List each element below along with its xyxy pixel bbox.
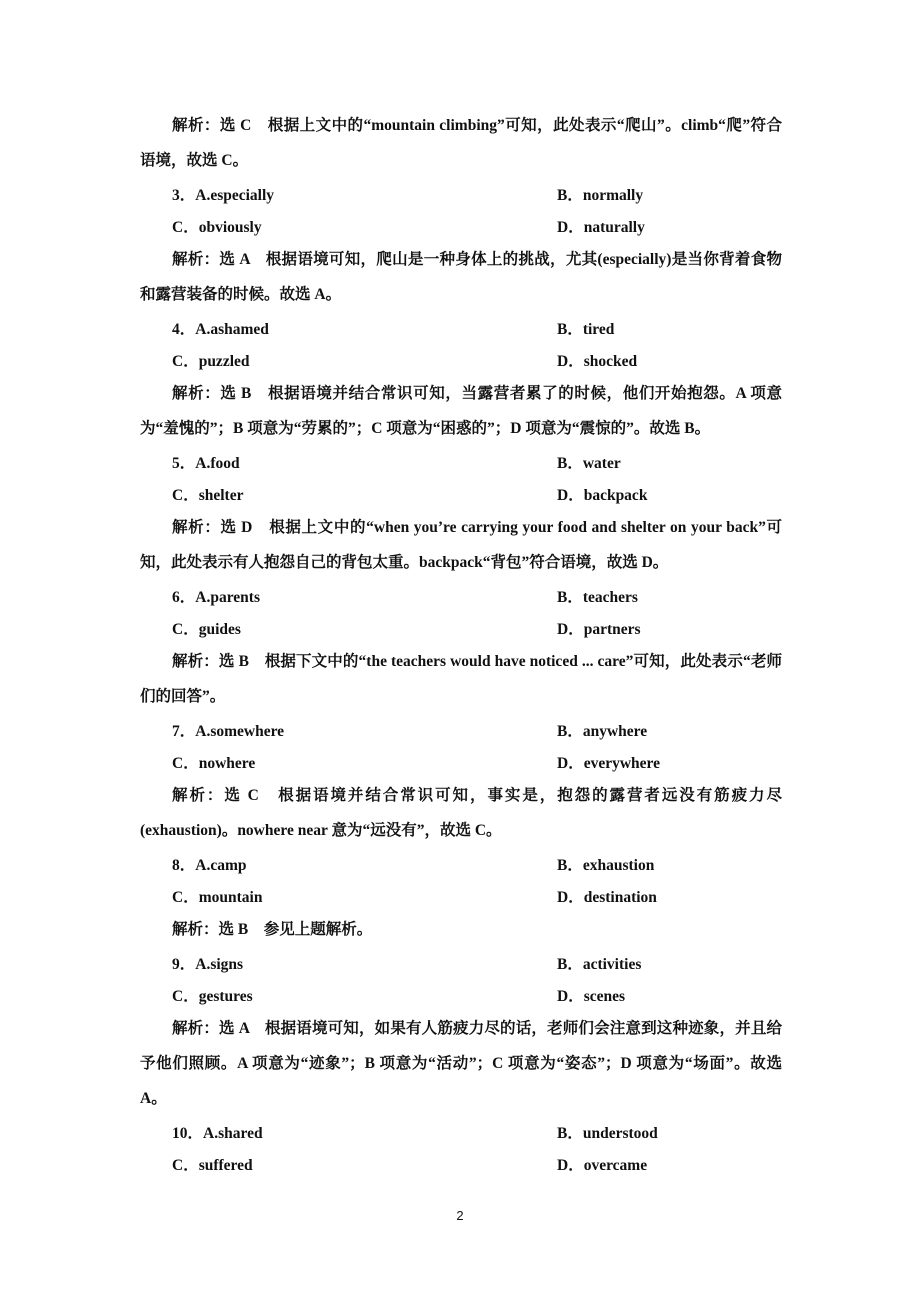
option-row xyxy=(140,178,782,210)
option-row xyxy=(140,848,782,880)
analysis-paragraph: 解析：选 B 根据下文中的“the teachers would have noticed ... care”可知，此处表示“老师们的回答”。 xyxy=(140,653,782,705)
option-row xyxy=(140,880,782,912)
option-c: C．obviously xyxy=(172,219,262,236)
option-b: B．understood xyxy=(557,1125,658,1142)
option-row xyxy=(140,312,782,344)
option-a: 7．A.somewhere xyxy=(172,723,285,740)
option-b: B．normally xyxy=(557,187,644,204)
option-d: D．overcame xyxy=(557,1157,648,1174)
option-d: D．destination xyxy=(557,889,657,906)
option-a: 6．A.parents xyxy=(172,589,260,606)
option-row xyxy=(140,1116,782,1148)
analysis-paragraph: 解析：选 B 根据语境并结合常识可知，当露营者累了的时候，他们开始抱怨。A 项意为“羞愧的”；B 项意为“劳累的”；C 项意为“困惑的”；D 项意为“震惊的”。故选 B。 xyxy=(140,385,782,437)
option-c: C．suffered xyxy=(172,1157,253,1174)
page-number: 2 xyxy=(456,1208,464,1223)
option-row xyxy=(140,210,782,242)
option-b: B．anywhere xyxy=(557,723,648,740)
option-a: 3．A.especially xyxy=(172,187,275,204)
option-row xyxy=(140,947,782,979)
document-body xyxy=(140,108,782,1180)
option-a: 10．A.shared xyxy=(172,1125,263,1142)
option-b: B．exhaustion xyxy=(557,857,655,874)
option-row xyxy=(140,344,782,376)
option-c: C．gestures xyxy=(172,988,253,1005)
analysis-paragraph: 解析：选 C 根据上文中的“mountain climbing”可知，此处表示“爬山”。climb“爬”符合语境，故选 C。 xyxy=(140,117,782,169)
analysis-paragraph: 解析：选 B 参见上题解析。 xyxy=(172,921,373,938)
option-c: C．nowhere xyxy=(172,755,256,772)
option-row xyxy=(140,612,782,644)
option-row xyxy=(140,580,782,612)
option-a: 8．A.camp xyxy=(172,857,247,874)
analysis-paragraph: 解析：选 D 根据上文中的“when you’re carrying your food and shelter on your back”可知，此处表示有人抱怨自己的背包太重。backpack“背包”符合语境，故选 D。 xyxy=(140,519,782,571)
option-c: C．guides xyxy=(172,621,241,638)
option-d: D．backpack xyxy=(557,487,648,504)
option-row xyxy=(140,478,782,510)
option-c: C．mountain xyxy=(172,889,263,906)
analysis-paragraph: 解析：选 C 根据语境并结合常识可知，事实是，抱怨的露营者远没有筋疲力尽(exhaustion)。nowhere near 意为“远没有”，故选 C。 xyxy=(140,787,782,839)
option-a: 4．A.ashamed xyxy=(172,321,269,338)
option-d: D．shocked xyxy=(557,353,638,370)
option-b: B．tired xyxy=(557,321,615,338)
option-row xyxy=(140,1148,782,1180)
analysis-paragraph: 解析：选 A 根据语境可知，如果有人筋疲力尽的话，老师们会注意到这种迹象，并且给予他们照顾。A 项意为“迹象”；B 项意为“活动”；C 项意为“姿态”；D 项意为“场面”。故选 A。 xyxy=(140,1020,782,1107)
option-row xyxy=(140,446,782,478)
option-row xyxy=(140,979,782,1011)
option-b: B．teachers xyxy=(557,589,638,606)
option-a: 5．A.food xyxy=(172,455,240,472)
option-c: C．puzzled xyxy=(172,353,250,370)
option-d: D．naturally xyxy=(557,219,645,236)
option-d: D．everywhere xyxy=(557,755,661,772)
option-b: B．water xyxy=(557,455,621,472)
option-d: D．partners xyxy=(557,621,641,638)
option-d: D．scenes xyxy=(557,988,626,1005)
analysis-paragraph: 解析：选 A 根据语境可知，爬山是一种身体上的挑战，尤其(especially)是当你背着食物和露营装备的时候。故选 A。 xyxy=(140,251,782,303)
option-c: C．shelter xyxy=(172,487,244,504)
option-a: 9．A.signs xyxy=(172,956,244,973)
option-row xyxy=(140,714,782,746)
option-row xyxy=(140,746,782,778)
option-b: B．activities xyxy=(557,956,642,973)
